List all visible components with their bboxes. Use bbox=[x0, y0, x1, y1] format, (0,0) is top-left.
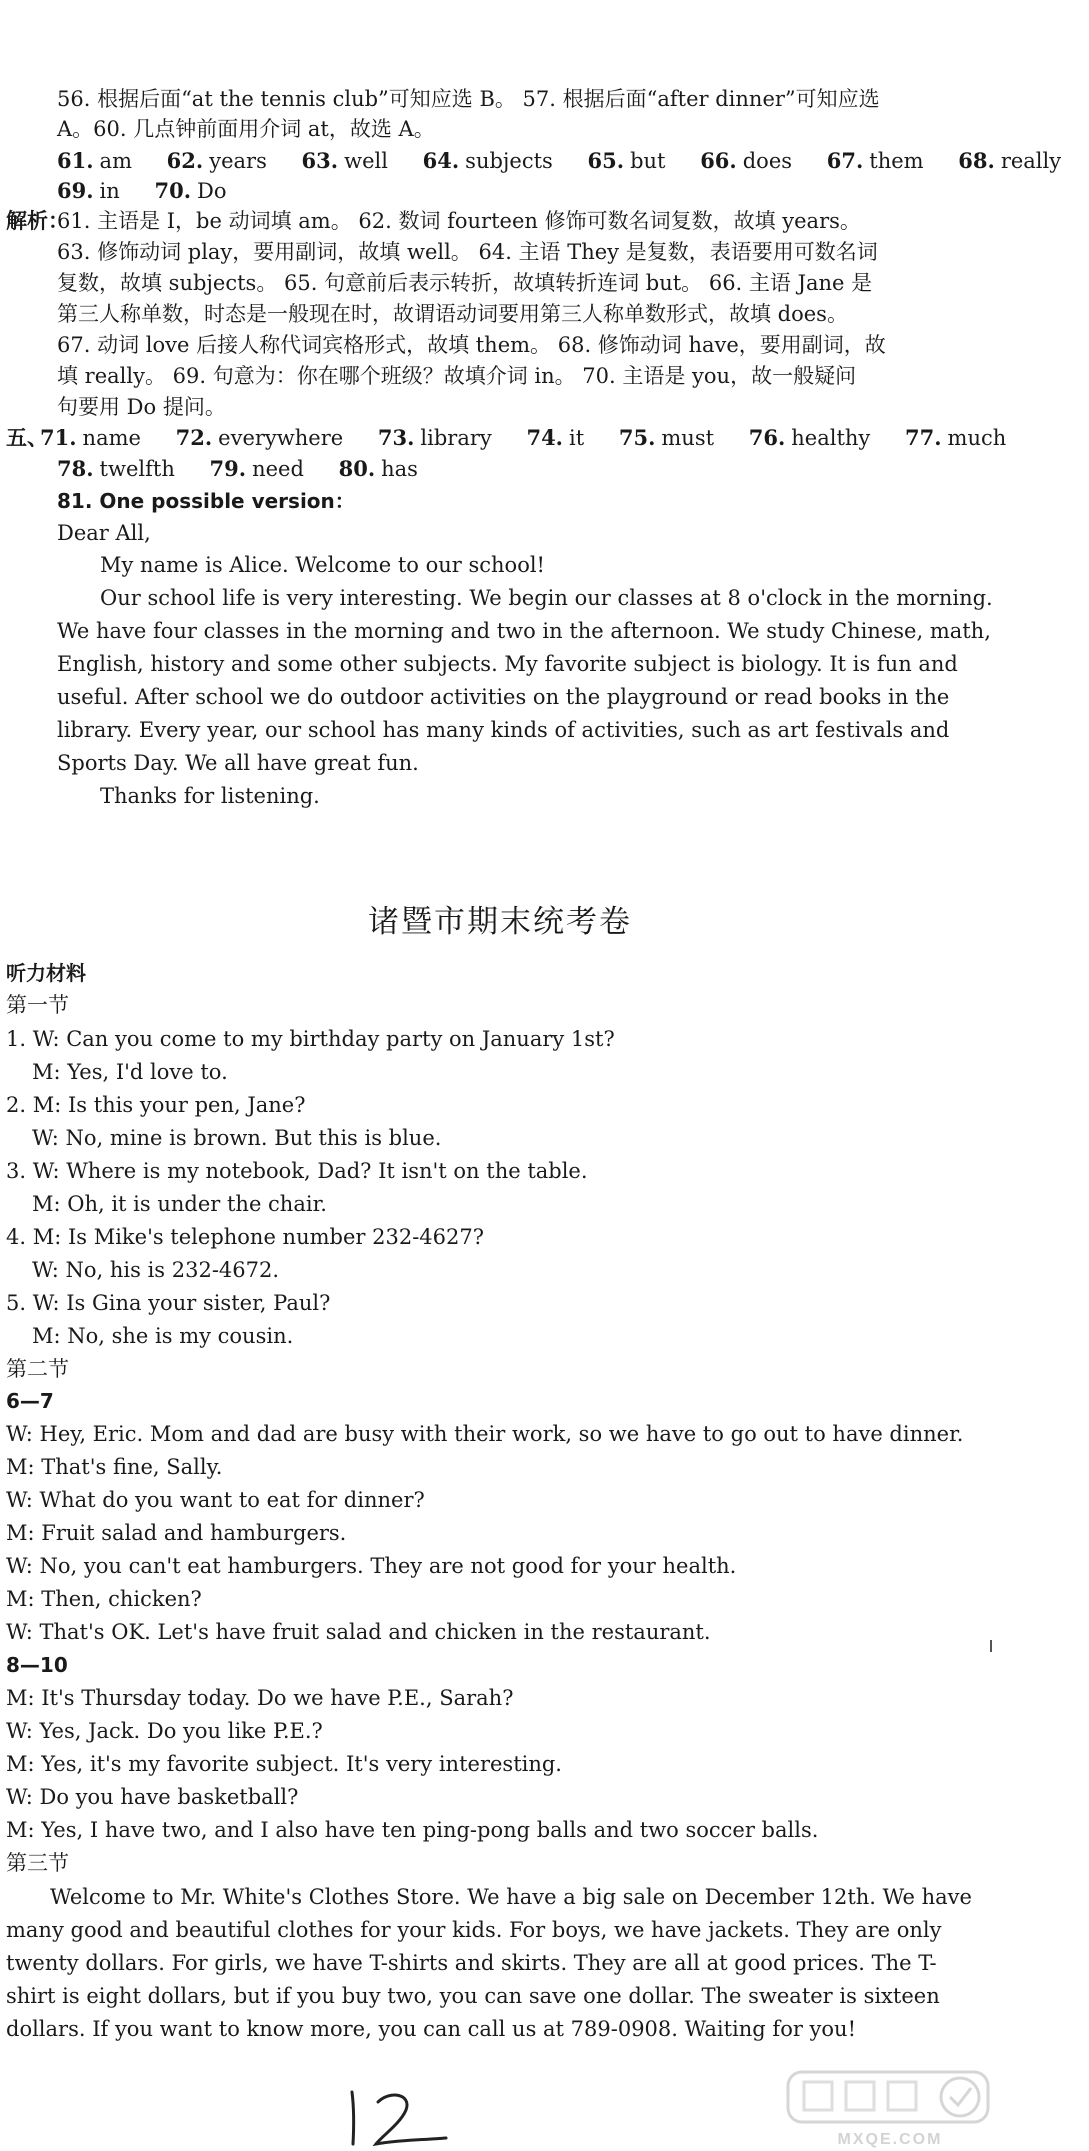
dialog-line: M: That's fine, Sally. bbox=[6, 1455, 223, 1479]
essay-line: We have four classes in the morning and two in the afternoon. We study Chinese, math, bbox=[57, 619, 991, 643]
dialog-line: M: Oh, it is under the chair. bbox=[32, 1192, 327, 1216]
analysis-line: 67. 动词 love 后接人称代词宾格形式，故填 them。 68. 修饰动词 have，要用副词，故 bbox=[57, 333, 886, 357]
dialog-group-label-8-10: 8—10 bbox=[6, 1653, 68, 1677]
answer-67: 67. them bbox=[826, 148, 924, 173]
answer-78: 78. twelfth bbox=[57, 456, 175, 481]
essay-heading: 81. One possible version： bbox=[57, 489, 355, 513]
analysis-line: 63. 修饰动词 play，要用副词，故填 well。 64. 主语 They 是复数，表语要用可数名词 bbox=[57, 240, 878, 264]
svg-text:MXQE.COM: MXQE.COM bbox=[837, 2131, 943, 2148]
dialog-line: M: Yes, I'd love to. bbox=[32, 1060, 228, 1084]
essay-line: My name is Alice. Welcome to our school! bbox=[100, 553, 545, 577]
dialog-line: 5. W: Is Gina your sister, Paul? bbox=[6, 1291, 331, 1315]
answer-80: 80. has bbox=[338, 456, 418, 481]
answer-66: 66. does bbox=[700, 148, 793, 173]
essay-closing: Thanks for listening. bbox=[100, 784, 320, 808]
answer-77: 77. much bbox=[905, 425, 1007, 450]
exam-title: 诸暨市期末统考卷 bbox=[368, 904, 632, 940]
dialog-line: M: Then, chicken? bbox=[6, 1587, 202, 1611]
part-1-label: 第一节 bbox=[6, 993, 69, 1017]
answer-76: 76. healthy bbox=[748, 425, 871, 450]
dialog-line: W: Do you have basketball? bbox=[6, 1785, 299, 1809]
dialog-line: W: Yes, Jack. Do you like P.E.? bbox=[6, 1719, 323, 1743]
margin-mark bbox=[990, 1640, 992, 1652]
dialog-line: 4. M: Is Mike's telephone number 232-4627? bbox=[6, 1225, 484, 1249]
answer-68: 68. really bbox=[958, 148, 1062, 173]
listening-heading: 听力材料 bbox=[6, 961, 86, 985]
analysis-label: 解析： bbox=[6, 208, 69, 233]
answer-73: 73. library bbox=[377, 425, 492, 450]
part-3-label: 第三节 bbox=[6, 1851, 69, 1875]
dialog-line: M: Yes, it's my favorite subject. It's very interesting. bbox=[6, 1752, 562, 1776]
section-5-label: 五、 bbox=[6, 425, 48, 450]
answers-row-71-77 bbox=[40, 423, 1034, 453]
answer-64: 64. subjects bbox=[422, 148, 553, 173]
answer-79: 79. need bbox=[209, 456, 304, 481]
answer-62: 62. years bbox=[166, 148, 267, 173]
answer-75: 75. must bbox=[618, 425, 715, 450]
answers-row-61-68 bbox=[57, 146, 1089, 176]
dialog-line: W: No, mine is brown. But this is blue. bbox=[32, 1126, 442, 1150]
dialog-line: W: No, you can't eat hamburgers. They are not good for your health. bbox=[6, 1554, 737, 1578]
analysis-line: 61. 主语是 I，be 动词填 am。 62. 数词 fourteen 修饰可数名词复数，故填 years。 bbox=[57, 209, 861, 233]
answers-row-69-70 bbox=[57, 176, 255, 206]
dialog-line: W: Hey, Eric. Mom and dad are busy with their work, so we have to go out to have dinner. bbox=[6, 1422, 964, 1446]
monologue-line: many good and beautiful clothes for your kids. For boys, we have jackets. They are only bbox=[6, 1918, 942, 1942]
dialog-line: 3. W: Where is my notebook, Dad? It isn't on the table. bbox=[6, 1159, 588, 1183]
answer-70: 70. Do bbox=[154, 178, 227, 203]
part-2-label: 第二节 bbox=[6, 1357, 69, 1381]
answer-69: 69. in bbox=[57, 178, 120, 203]
watermark-logo bbox=[770, 2068, 998, 2150]
monologue-line: shirt is eight dollars, but if you buy two, you can save one dollar. The sweater is sixteen bbox=[6, 1984, 940, 2008]
essay-line: useful. After school we do outdoor activities on the playground or read books in the bbox=[57, 685, 950, 709]
dialog-line: M: No, she is my cousin. bbox=[32, 1324, 294, 1348]
answer-65: 65. but bbox=[587, 148, 666, 173]
answers-row-78-80 bbox=[57, 454, 446, 484]
essay-line: Our school life is very interesting. We begin our classes at 8 o'clock in the morning. bbox=[100, 586, 993, 610]
dialog-line: W: What do you want to eat for dinner? bbox=[6, 1488, 425, 1512]
handwritten-page-number bbox=[338, 2088, 458, 2148]
answer-explanation-56-57: 56. 根据后面“at the tennis club”可知应选 B。 57. 根据后面“after dinner”可知应选 bbox=[57, 87, 880, 111]
analysis-line: 第三人称单数，时态是一般现在时，故谓语动词要用第三人称单数形式，故填 does。 bbox=[57, 302, 848, 326]
monologue-line: twenty dollars. For girls, we have T-shirts and skirts. They are all at good prices. The T- bbox=[6, 1951, 937, 1975]
monologue-line: Welcome to Mr. White's Clothes Store. We have a big sale on December 12th. We have bbox=[50, 1885, 972, 1909]
answer-61: 61. am bbox=[57, 148, 132, 173]
analysis-line: 句要用 Do 提问。 bbox=[57, 395, 226, 419]
answer-63: 63. well bbox=[301, 148, 388, 173]
analysis-line: 填 really。 69. 句意为：你在哪个班级？故填介词 in。 70. 主语是 you，故一般疑问 bbox=[57, 364, 857, 388]
monologue-line: dollars. If you want to know more, you can call us at 789-0908. Waiting for you! bbox=[6, 2017, 857, 2041]
answer-72: 72. everywhere bbox=[175, 425, 344, 450]
answer-74: 74. it bbox=[526, 425, 585, 450]
dialog-line: W: That's OK. Let's have fruit salad and chicken in the restaurant. bbox=[6, 1620, 711, 1644]
essay-line: Sports Day. We all have great fun. bbox=[57, 751, 419, 775]
dialog-line: M: It's Thursday today. Do we have P.E., Sarah? bbox=[6, 1686, 514, 1710]
dialog-line: 1. W: Can you come to my birthday party on January 1st? bbox=[6, 1027, 615, 1051]
dialog-line: M: Fruit salad and hamburgers. bbox=[6, 1521, 347, 1545]
answer-explanation-60: A。60. 几点钟前面用介词 at，故选 A。 bbox=[57, 117, 435, 141]
dialog-line: 2. M: Is this your pen, Jane? bbox=[6, 1093, 306, 1117]
essay-salutation: Dear All, bbox=[57, 521, 151, 545]
essay-line: library. Every year, our school has many kinds of activities, such as art festivals and bbox=[57, 718, 950, 742]
dialog-group-label-6-7: 6—7 bbox=[6, 1389, 54, 1413]
analysis-line: 复数，故填 subjects。 65. 句意前后表示转折，故填转折连词 but。 66. 主语 Jane 是 bbox=[57, 271, 873, 295]
answer-71: 71. name bbox=[40, 425, 141, 450]
dialog-line: M: Yes, I have two, and I also have ten ping-pong balls and two soccer balls. bbox=[6, 1818, 819, 1842]
essay-line: English, history and some other subjects. My favorite subject is biology. It is fun and bbox=[57, 652, 958, 676]
dialog-line: W: No, his is 232-4672. bbox=[32, 1258, 280, 1282]
